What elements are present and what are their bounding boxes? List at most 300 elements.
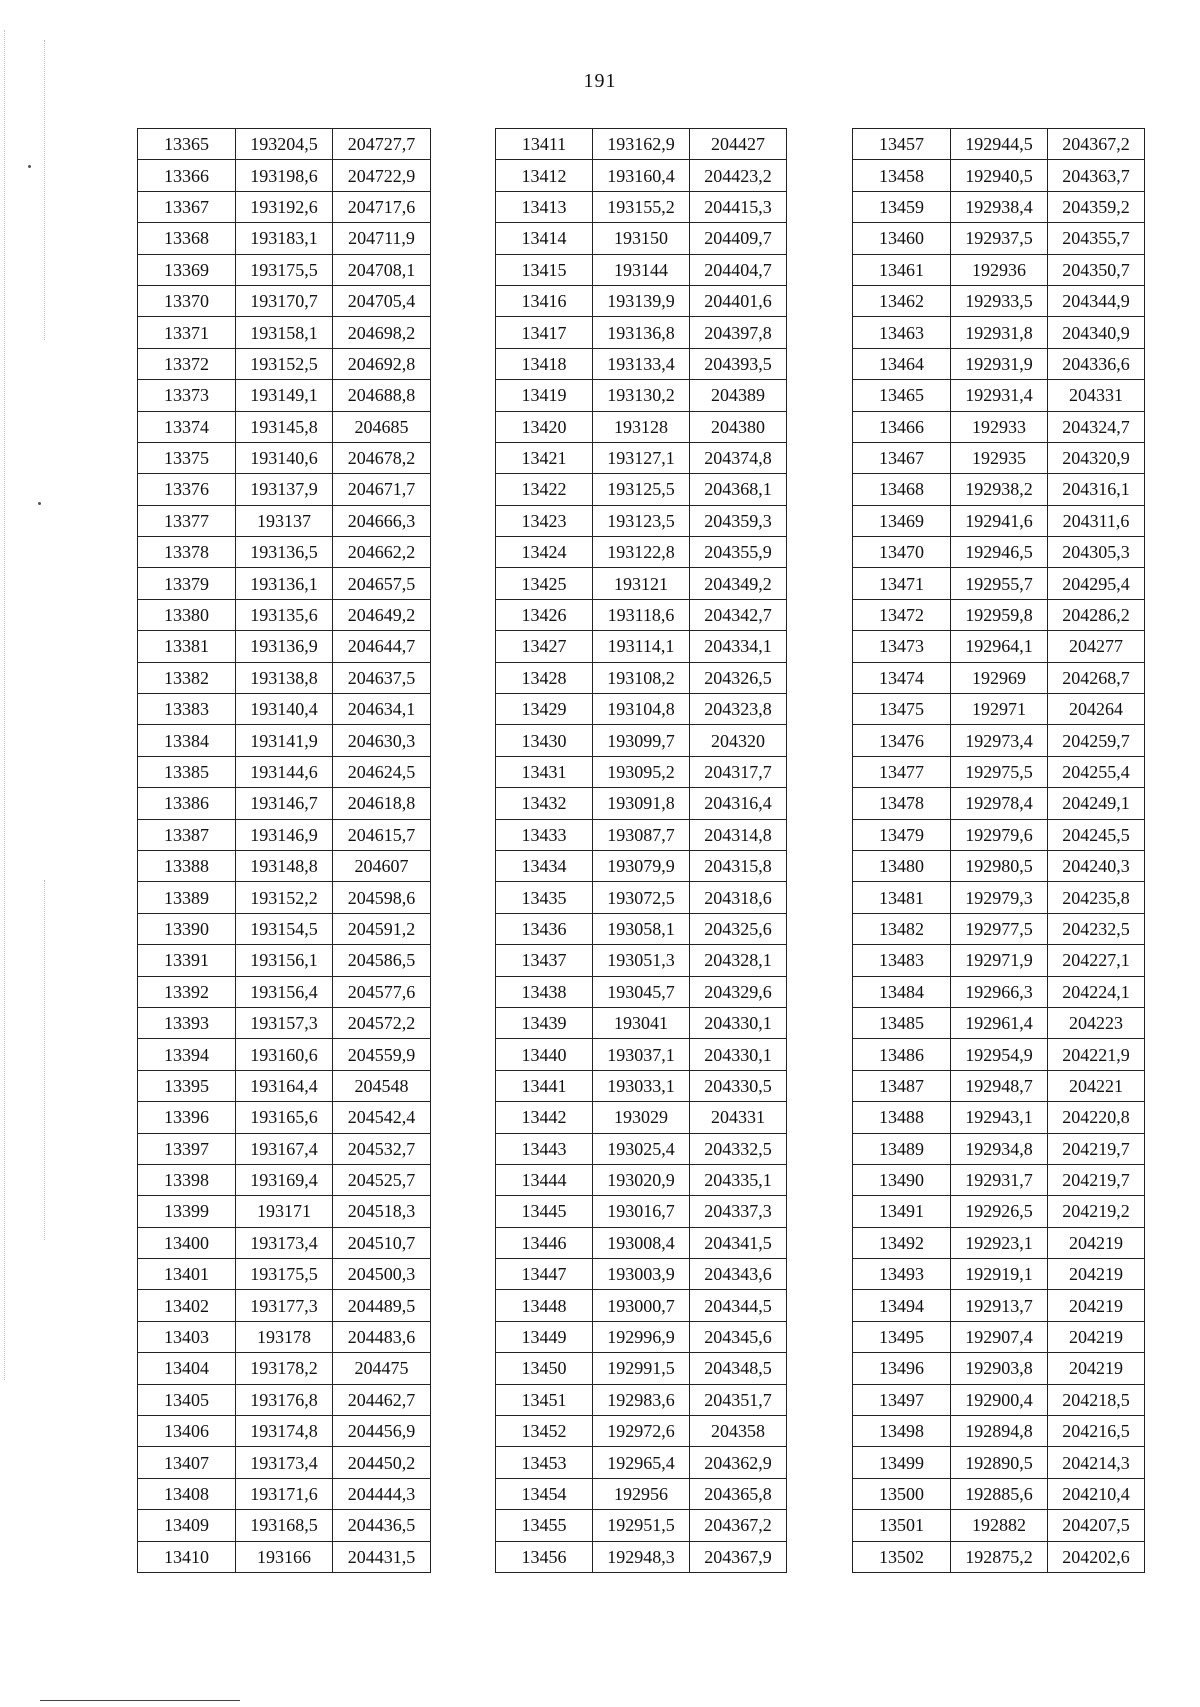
table-row [496, 1007, 787, 1038]
y-coordinate-cell: 204337,3 [690, 1196, 787, 1227]
x-coordinate-cell: 193133,4 [593, 348, 690, 379]
table-row [138, 160, 431, 191]
y-coordinate-cell: 204219 [1048, 1321, 1145, 1352]
y-coordinate-cell: 204207,5 [1048, 1510, 1145, 1541]
x-coordinate-cell: 193204,5 [236, 129, 333, 160]
table-row [496, 474, 787, 505]
y-coordinate-cell: 204708,1 [333, 254, 431, 285]
x-coordinate-cell: 193135,6 [236, 599, 333, 630]
table-row [496, 348, 787, 379]
x-coordinate-cell: 192943,1 [951, 1102, 1048, 1133]
x-coordinate-cell: 193000,7 [593, 1290, 690, 1321]
x-coordinate-cell: 193108,2 [593, 662, 690, 693]
table-row [853, 1478, 1145, 1509]
x-coordinate-cell: 193164,4 [236, 1070, 333, 1101]
x-coordinate-cell: 193008,4 [593, 1227, 690, 1258]
y-coordinate-cell: 204618,8 [333, 788, 431, 819]
point-number-cell: 13418 [496, 348, 593, 379]
x-coordinate-cell: 193136,9 [236, 631, 333, 662]
table-row [496, 505, 787, 536]
x-coordinate-cell: 193121 [593, 568, 690, 599]
point-number-cell: 13367 [138, 191, 236, 222]
y-coordinate-cell: 204525,7 [333, 1164, 431, 1195]
table-row [853, 788, 1145, 819]
y-coordinate-cell: 204483,6 [333, 1321, 431, 1352]
y-coordinate-cell: 204624,5 [333, 756, 431, 787]
point-number-cell: 13422 [496, 474, 593, 505]
point-number-cell: 13416 [496, 285, 593, 316]
x-coordinate-cell: 192934,8 [951, 1133, 1048, 1164]
table-row [496, 1070, 787, 1101]
table-row [853, 1102, 1145, 1133]
y-coordinate-cell: 204572,2 [333, 1007, 431, 1038]
point-number-cell: 13400 [138, 1227, 236, 1258]
table-row [853, 285, 1145, 316]
y-coordinate-cell: 204316,4 [690, 788, 787, 819]
y-coordinate-cell: 204692,8 [333, 348, 431, 379]
x-coordinate-cell: 192931,9 [951, 348, 1048, 379]
table-row [138, 380, 431, 411]
table-row [138, 694, 431, 725]
y-coordinate-cell: 204345,6 [690, 1321, 787, 1352]
point-number-cell: 13377 [138, 505, 236, 536]
point-number-cell: 13412 [496, 160, 593, 191]
table-row [853, 317, 1145, 348]
y-coordinate-cell: 204615,7 [333, 819, 431, 850]
x-coordinate-cell: 193141,9 [236, 725, 333, 756]
point-number-cell: 13486 [853, 1039, 951, 1070]
x-coordinate-cell: 193155,2 [593, 191, 690, 222]
x-coordinate-cell: 193168,5 [236, 1510, 333, 1541]
point-number-cell: 13383 [138, 694, 236, 725]
point-number-cell: 13455 [496, 1510, 593, 1541]
table-row [853, 1353, 1145, 1384]
table-row [138, 1102, 431, 1133]
y-coordinate-cell: 204607 [333, 850, 431, 881]
x-coordinate-cell: 192979,3 [951, 882, 1048, 913]
point-number-cell: 13441 [496, 1070, 593, 1101]
x-coordinate-cell: 192941,6 [951, 505, 1048, 536]
x-coordinate-cell: 193173,4 [236, 1227, 333, 1258]
y-coordinate-cell: 204456,9 [333, 1416, 431, 1447]
table-row [496, 819, 787, 850]
y-coordinate-cell: 204349,2 [690, 568, 787, 599]
table-row [853, 662, 1145, 693]
x-coordinate-cell: 193016,7 [593, 1196, 690, 1227]
left-margin-scan-line [44, 880, 45, 1240]
point-number-cell: 13463 [853, 317, 951, 348]
point-number-cell: 13396 [138, 1102, 236, 1133]
table-row [496, 599, 787, 630]
y-coordinate-cell: 204295,4 [1048, 568, 1145, 599]
table-row [138, 1541, 431, 1572]
table-row [853, 1196, 1145, 1227]
y-coordinate-cell: 204323,8 [690, 694, 787, 725]
point-number-cell: 13440 [496, 1039, 593, 1070]
table-row [138, 1259, 431, 1290]
y-coordinate-cell: 204277 [1048, 631, 1145, 662]
point-number-cell: 13490 [853, 1164, 951, 1195]
table-row [853, 380, 1145, 411]
table-row [496, 945, 787, 976]
point-number-cell: 13370 [138, 285, 236, 316]
x-coordinate-cell: 192965,4 [593, 1447, 690, 1478]
x-coordinate-cell: 192890,5 [951, 1447, 1048, 1478]
table-row [853, 1384, 1145, 1415]
table-row [496, 913, 787, 944]
point-number-cell: 13481 [853, 882, 951, 913]
point-number-cell: 13375 [138, 442, 236, 473]
table-row [138, 725, 431, 756]
x-coordinate-cell: 193123,5 [593, 505, 690, 536]
table-row [496, 850, 787, 881]
x-coordinate-cell: 192966,3 [951, 976, 1048, 1007]
y-coordinate-cell: 204634,1 [333, 694, 431, 725]
y-coordinate-cell: 204330,1 [690, 1039, 787, 1070]
y-coordinate-cell: 204367,2 [690, 1510, 787, 1541]
x-coordinate-cell: 193033,1 [593, 1070, 690, 1101]
point-number-cell: 13368 [138, 223, 236, 254]
table-row [496, 160, 787, 191]
x-coordinate-cell: 193037,1 [593, 1039, 690, 1070]
table-row [138, 882, 431, 913]
x-coordinate-cell: 193144,6 [236, 756, 333, 787]
point-number-cell: 13456 [496, 1541, 593, 1572]
y-coordinate-cell: 204329,6 [690, 976, 787, 1007]
x-coordinate-cell: 193003,9 [593, 1259, 690, 1290]
point-number-cell: 13372 [138, 348, 236, 379]
table-row [496, 442, 787, 473]
point-number-cell: 13407 [138, 1447, 236, 1478]
y-coordinate-cell: 204365,8 [690, 1478, 787, 1509]
y-coordinate-cell: 204548 [333, 1070, 431, 1101]
x-coordinate-cell: 192975,5 [951, 756, 1048, 787]
x-coordinate-cell: 192946,5 [951, 537, 1048, 568]
point-number-cell: 13450 [496, 1353, 593, 1384]
x-coordinate-cell: 192996,9 [593, 1321, 690, 1352]
y-coordinate-cell: 204577,6 [333, 976, 431, 1007]
x-coordinate-cell: 192926,5 [951, 1196, 1048, 1227]
table-row [853, 411, 1145, 442]
y-coordinate-cell: 204355,7 [1048, 223, 1145, 254]
point-number-cell: 13448 [496, 1290, 593, 1321]
y-coordinate-cell: 204232,5 [1048, 913, 1145, 944]
point-number-cell: 13484 [853, 976, 951, 1007]
left-margin-scan-line [4, 30, 5, 1380]
table-row [496, 1353, 787, 1384]
point-number-cell: 13414 [496, 223, 593, 254]
table-row [496, 411, 787, 442]
x-coordinate-cell: 193152,5 [236, 348, 333, 379]
x-coordinate-cell: 193136,5 [236, 537, 333, 568]
point-number-cell: 13397 [138, 1133, 236, 1164]
table-row [496, 694, 787, 725]
point-number-cell: 13437 [496, 945, 593, 976]
table-row [496, 976, 787, 1007]
x-coordinate-cell: 192955,7 [951, 568, 1048, 599]
point-number-cell: 13473 [853, 631, 951, 662]
table-row [853, 976, 1145, 1007]
table-row [853, 568, 1145, 599]
point-number-cell: 13420 [496, 411, 593, 442]
table-row [138, 1133, 431, 1164]
point-number-cell: 13379 [138, 568, 236, 599]
x-coordinate-cell: 192973,4 [951, 725, 1048, 756]
x-coordinate-cell: 193177,3 [236, 1290, 333, 1321]
x-coordinate-cell: 193146,7 [236, 788, 333, 819]
y-coordinate-cell: 204678,2 [333, 442, 431, 473]
point-number-cell: 13493 [853, 1259, 951, 1290]
table-row [853, 1416, 1145, 1447]
point-number-cell: 13451 [496, 1384, 593, 1415]
x-coordinate-cell: 193072,5 [593, 882, 690, 913]
y-coordinate-cell: 204393,5 [690, 348, 787, 379]
point-number-cell: 13384 [138, 725, 236, 756]
point-number-cell: 13432 [496, 788, 593, 819]
point-number-cell: 13475 [853, 694, 951, 725]
point-number-cell: 13467 [853, 442, 951, 473]
table-row [496, 1227, 787, 1258]
x-coordinate-cell: 192956 [593, 1478, 690, 1509]
point-number-cell: 13488 [853, 1102, 951, 1133]
point-number-cell: 13438 [496, 976, 593, 1007]
y-coordinate-cell: 204223 [1048, 1007, 1145, 1038]
x-coordinate-cell: 193051,3 [593, 945, 690, 976]
x-coordinate-cell: 192948,3 [593, 1541, 690, 1572]
y-coordinate-cell: 204666,3 [333, 505, 431, 536]
y-coordinate-cell: 204591,2 [333, 913, 431, 944]
x-coordinate-cell: 192907,4 [951, 1321, 1048, 1352]
point-number-cell: 13482 [853, 913, 951, 944]
y-coordinate-cell: 204705,4 [333, 285, 431, 316]
point-number-cell: 13403 [138, 1321, 236, 1352]
x-coordinate-cell: 192940,5 [951, 160, 1048, 191]
x-coordinate-cell: 193174,8 [236, 1416, 333, 1447]
point-number-cell: 13459 [853, 191, 951, 222]
y-coordinate-cell: 204315,8 [690, 850, 787, 881]
table-row [496, 1164, 787, 1195]
x-coordinate-cell: 193175,5 [236, 1259, 333, 1290]
y-coordinate-cell: 204245,5 [1048, 819, 1145, 850]
x-coordinate-cell: 193157,3 [236, 1007, 333, 1038]
table-row [496, 191, 787, 222]
point-number-cell: 13461 [853, 254, 951, 285]
point-number-cell: 13434 [496, 850, 593, 881]
x-coordinate-cell: 193139,9 [593, 285, 690, 316]
table-row [138, 945, 431, 976]
table-row [138, 1290, 431, 1321]
table-row [496, 1133, 787, 1164]
table-row [853, 1321, 1145, 1352]
y-coordinate-cell: 204359,3 [690, 505, 787, 536]
y-coordinate-cell: 204335,1 [690, 1164, 787, 1195]
table-row [496, 725, 787, 756]
y-coordinate-cell: 204717,6 [333, 191, 431, 222]
point-number-cell: 13428 [496, 662, 593, 693]
y-coordinate-cell: 204380 [690, 411, 787, 442]
point-number-cell: 13398 [138, 1164, 236, 1195]
y-coordinate-cell: 204657,5 [333, 568, 431, 599]
x-coordinate-cell: 193169,4 [236, 1164, 333, 1195]
x-coordinate-cell: 193137 [236, 505, 333, 536]
y-coordinate-cell: 204220,8 [1048, 1102, 1145, 1133]
point-number-cell: 13478 [853, 788, 951, 819]
x-coordinate-cell: 192978,4 [951, 788, 1048, 819]
point-number-cell: 13410 [138, 1541, 236, 1572]
point-number-cell: 13500 [853, 1478, 951, 1509]
point-number-cell: 13415 [496, 254, 593, 285]
table-row [138, 411, 431, 442]
y-coordinate-cell: 204427 [690, 129, 787, 160]
point-number-cell: 13393 [138, 1007, 236, 1038]
y-coordinate-cell: 204311,6 [1048, 505, 1145, 536]
table-row [138, 537, 431, 568]
x-coordinate-cell: 192882 [951, 1510, 1048, 1541]
table-row [138, 1478, 431, 1509]
y-coordinate-cell: 204317,7 [690, 756, 787, 787]
point-number-cell: 13380 [138, 599, 236, 630]
point-number-cell: 13424 [496, 537, 593, 568]
point-number-cell: 13465 [853, 380, 951, 411]
y-coordinate-cell: 204518,3 [333, 1196, 431, 1227]
table-row [138, 1321, 431, 1352]
y-coordinate-cell: 204331 [690, 1102, 787, 1133]
table-row [853, 1510, 1145, 1541]
point-number-cell: 13378 [138, 537, 236, 568]
y-coordinate-cell: 204219 [1048, 1353, 1145, 1384]
point-number-cell: 13408 [138, 1478, 236, 1509]
y-coordinate-cell: 204351,7 [690, 1384, 787, 1415]
table-row [496, 1321, 787, 1352]
point-number-cell: 13401 [138, 1259, 236, 1290]
x-coordinate-cell: 192944,5 [951, 129, 1048, 160]
table-row [138, 348, 431, 379]
table-row [496, 254, 787, 285]
table-row [853, 442, 1145, 473]
y-coordinate-cell: 204286,2 [1048, 599, 1145, 630]
table-row [496, 1384, 787, 1415]
table-row [138, 474, 431, 505]
y-coordinate-cell: 204711,9 [333, 223, 431, 254]
point-number-cell: 13462 [853, 285, 951, 316]
x-coordinate-cell: 192977,5 [951, 913, 1048, 944]
table-row [138, 819, 431, 850]
x-coordinate-cell: 193148,8 [236, 850, 333, 881]
table-row [853, 474, 1145, 505]
x-coordinate-cell: 192933,5 [951, 285, 1048, 316]
table-row [853, 348, 1145, 379]
y-coordinate-cell: 204336,6 [1048, 348, 1145, 379]
point-number-cell: 13480 [853, 850, 951, 881]
bottom-rule [40, 1700, 240, 1701]
y-coordinate-cell: 204219,7 [1048, 1133, 1145, 1164]
table-row [496, 317, 787, 348]
x-coordinate-cell: 193156,1 [236, 945, 333, 976]
point-number-cell: 13446 [496, 1227, 593, 1258]
y-coordinate-cell: 204342,7 [690, 599, 787, 630]
x-coordinate-cell: 193150 [593, 223, 690, 254]
y-coordinate-cell: 204314,8 [690, 819, 787, 850]
y-coordinate-cell: 204423,2 [690, 160, 787, 191]
point-number-cell: 13387 [138, 819, 236, 850]
table-row [853, 1290, 1145, 1321]
x-coordinate-cell: 193156,4 [236, 976, 333, 1007]
point-number-cell: 13479 [853, 819, 951, 850]
x-coordinate-cell: 193178 [236, 1321, 333, 1352]
table-row [853, 725, 1145, 756]
point-number-cell: 13365 [138, 129, 236, 160]
table-row [138, 285, 431, 316]
table-row [853, 254, 1145, 285]
point-number-cell: 13491 [853, 1196, 951, 1227]
table-row [138, 1416, 431, 1447]
y-coordinate-cell: 204662,2 [333, 537, 431, 568]
table-row [496, 1259, 787, 1290]
x-coordinate-cell: 193118,6 [593, 599, 690, 630]
x-coordinate-cell: 193171,6 [236, 1478, 333, 1509]
y-coordinate-cell: 204219,2 [1048, 1196, 1145, 1227]
y-coordinate-cell: 204431,5 [333, 1541, 431, 1572]
x-coordinate-cell: 192959,8 [951, 599, 1048, 630]
table-row [853, 1039, 1145, 1070]
x-coordinate-cell: 193145,8 [236, 411, 333, 442]
point-number-cell: 13427 [496, 631, 593, 662]
y-coordinate-cell: 204214,3 [1048, 1447, 1145, 1478]
table-row [496, 882, 787, 913]
y-coordinate-cell: 204374,8 [690, 442, 787, 473]
x-coordinate-cell: 193087,7 [593, 819, 690, 850]
x-coordinate-cell: 193079,9 [593, 850, 690, 881]
y-coordinate-cell: 204358 [690, 1416, 787, 1447]
y-coordinate-cell: 204362,9 [690, 1447, 787, 1478]
table-row [138, 662, 431, 693]
table-row [138, 1196, 431, 1227]
y-coordinate-cell: 204559,9 [333, 1039, 431, 1070]
table-row [853, 1447, 1145, 1478]
x-coordinate-cell: 193095,2 [593, 756, 690, 787]
y-coordinate-cell: 204510,7 [333, 1227, 431, 1258]
point-number-cell: 13498 [853, 1416, 951, 1447]
point-number-cell: 13447 [496, 1259, 593, 1290]
table-row [138, 223, 431, 254]
y-coordinate-cell: 204344,5 [690, 1290, 787, 1321]
point-number-cell: 13391 [138, 945, 236, 976]
point-number-cell: 13439 [496, 1007, 593, 1038]
point-number-cell: 13460 [853, 223, 951, 254]
x-coordinate-cell: 192979,6 [951, 819, 1048, 850]
x-coordinate-cell: 193176,8 [236, 1384, 333, 1415]
x-coordinate-cell: 193140,6 [236, 442, 333, 473]
table-row [138, 1510, 431, 1541]
y-coordinate-cell: 204325,6 [690, 913, 787, 944]
x-coordinate-cell: 193144 [593, 254, 690, 285]
point-number-cell: 13443 [496, 1133, 593, 1164]
point-number-cell: 13429 [496, 694, 593, 725]
table-row [138, 1039, 431, 1070]
point-number-cell: 13373 [138, 380, 236, 411]
coordinate-table-3 [852, 128, 1145, 1573]
x-coordinate-cell: 193192,6 [236, 191, 333, 222]
point-number-cell: 13431 [496, 756, 593, 787]
point-number-cell: 13485 [853, 1007, 951, 1038]
point-number-cell: 13483 [853, 945, 951, 976]
table-row [138, 129, 431, 160]
table-row [138, 631, 431, 662]
table-row [138, 1384, 431, 1415]
point-number-cell: 13470 [853, 537, 951, 568]
x-coordinate-cell: 193137,9 [236, 474, 333, 505]
y-coordinate-cell: 204685 [333, 411, 431, 442]
